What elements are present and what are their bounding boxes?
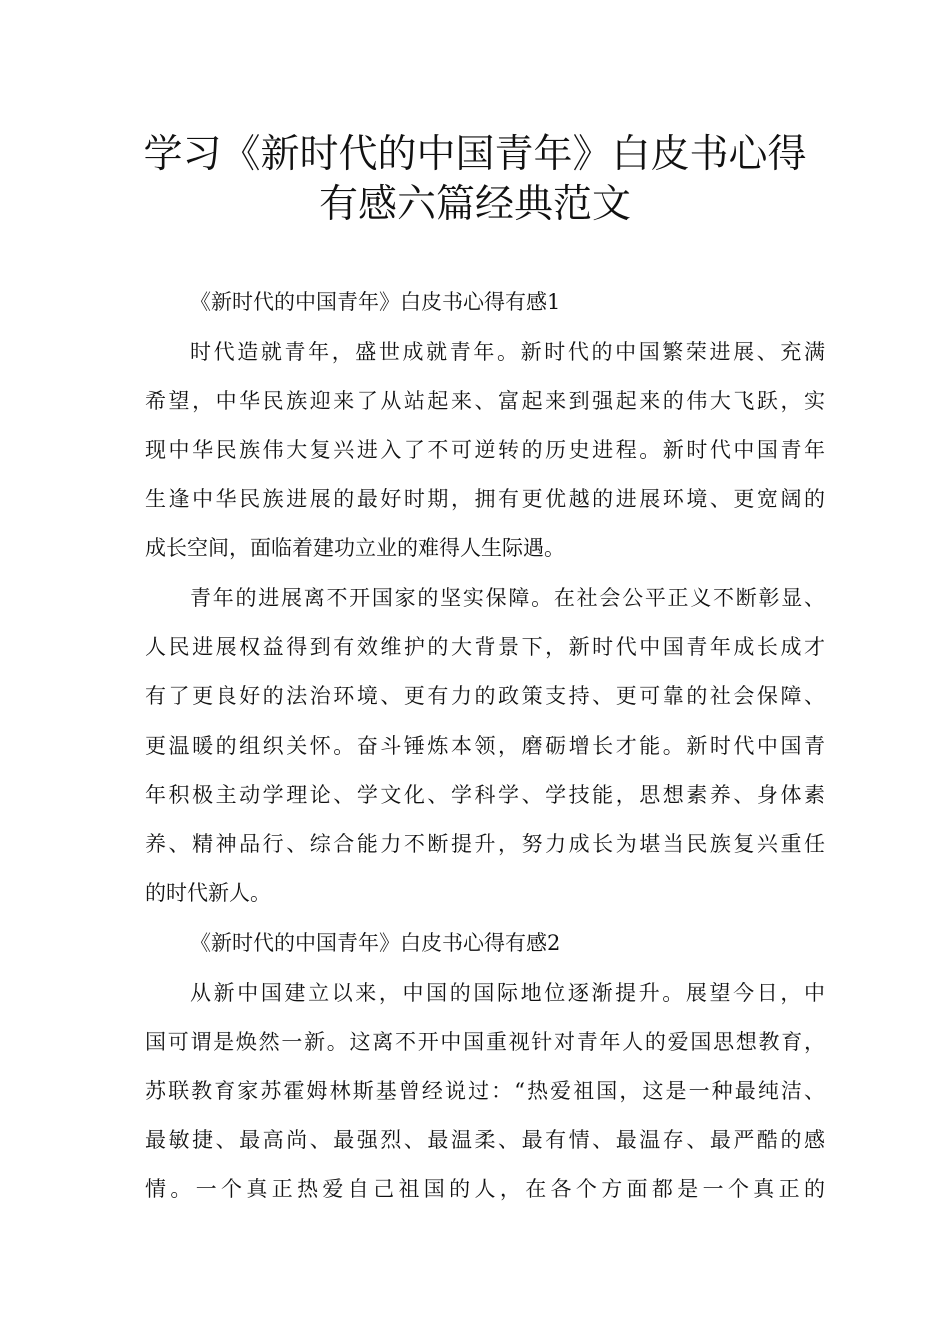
paragraph-line: 年积极主动学理论、学文化、学科学、学技能，思想素养、身体素 [145,783,825,807]
document-title-line-2: 有感六篇经典范文 [318,182,631,227]
paragraph-line: 养、精神品行、综合能力不断提升，努力成长为堪当民族复兴重任 [145,832,825,856]
paragraph-line: 的时代新人。 [145,881,271,905]
paragraph-line: 时代造就青年，盛世成就青年。新时代的中国繁荣进展、充满 [190,340,825,364]
paragraph-line: 青年的进展离不开国家的坚实保障。在社会公平正义不断彰显、 [190,586,825,610]
document-title-line-1: 学习《新时代的中国青年》白皮书心得 [143,132,807,177]
paragraph-line: 现中华民族伟大复兴进入了不可逆转的历史进程。新时代中国青年 [145,438,825,462]
paragraph-line: 希望，中华民族迎来了从站起来、富起来到强起来的伟大飞跃，实 [145,389,825,413]
paragraph-line: 人民进展权益得到有效维护的大背景下，新时代中国青年成长成才 [145,635,825,659]
paragraph-line: 国可谓是焕然一新。这离不开中国重视针对青年人的爱国思想教育， [145,1030,825,1054]
paragraph-line: 有了更良好的法治环境、更有力的政策支持、更可靠的社会保障、 [145,684,825,708]
paragraph-line: 情。一个真正热爱自己祖国的人，在各个方面都是一个真正的 [145,1177,825,1201]
section-heading-2: 《新时代的中国青年》白皮书心得有感2 [190,931,561,955]
paragraph-line: 更温暖的组织关怀。奋斗锤炼本领，磨砺增长才能。新时代中国青 [145,734,825,758]
paragraph-line: 苏联教育家苏霍姆林斯基曾经说过：“热爱祖国，这是一种最纯洁、 [145,1079,825,1103]
section-heading-1: 《新时代的中国青年》白皮书心得有感1 [190,290,561,314]
paragraph-line: 最敏捷、最高尚、最强烈、最温柔、最有情、最温存、最严酷的感 [145,1128,825,1152]
paragraph-line: 成长空间，面临着建功立业的难得人生际遇。 [145,536,565,560]
paragraph-line: 从新中国建立以来，中国的国际地位逐渐提升。展望今日，中 [190,981,825,1005]
paragraph-line: 生逢中华民族进展的最好时期，拥有更优越的进展环境、更宽阔的 [145,487,825,511]
